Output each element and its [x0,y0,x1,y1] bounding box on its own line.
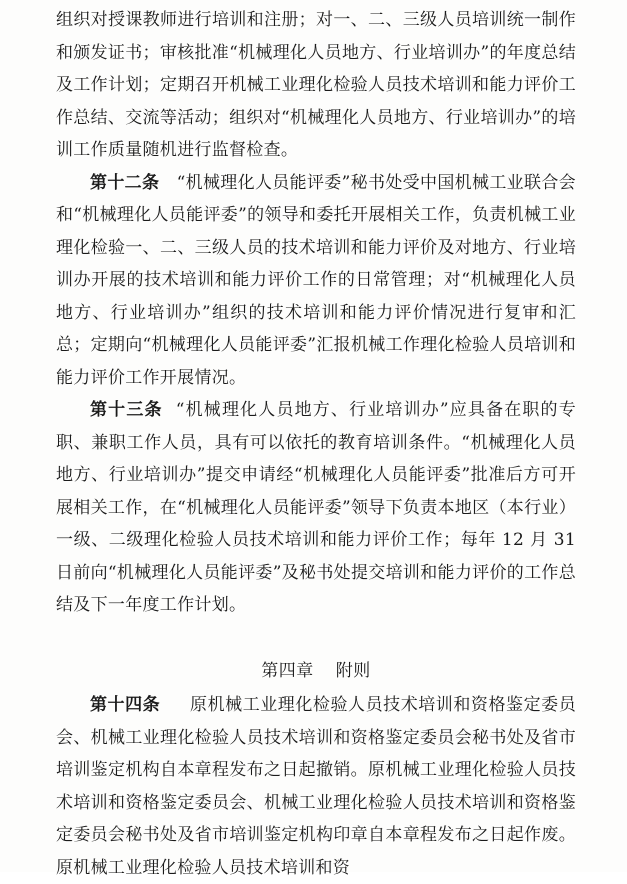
article-14-text: 原机械工业理化检验人员技术培训和资格鉴定委员会、机械工业理化检验人员技术培训和资格鉴定委员会秘书处及省市培训鉴定机构自本章程发布之日起撤销。原机械工业理化检验人员技术培训和资格鉴定委员会、机械工业理化检验人员技术培训和资格鉴定委员会秘书处及省市培训鉴定机构印章自本章程发布之日起作废。原机械工业理化检验人员技术培训和资 [56,695,576,878]
chapter-title: 附则 [335,660,371,681]
continued-paragraph: 组织对授课教师进行培训和注册；对一、二、三级人员培训统一制作和颁发证书；审核批准“机械理化人员地方、行业培训办”的年度总结及工作计划；定期召开机械工业理化检验人员技术培训和能力评价工作总结、交流等活动；组织对“机械理化人员地方、行业培训办”的培训工作质量随机进行监督检查。 [56,10,576,160]
article-12 [56,167,576,395]
chapter-heading [56,655,576,688]
article-13-number: 第十三条 [90,400,163,420]
article-13 [56,394,576,622]
article-13-text: “机械理化人员地方、行业培训办”应具备在职的专职、兼职工作人员，具有可以依托的教育培训条件。“机械理化人员地方、行业培训办”提交申请经“机械理化人员能评委”批准后方可开展相关工作，在“机械理化人员能评委”领导下负责本地区（本行业）一级、二级理化检验人员技术培训和能力评价工作；每年 12 月 31 日前向“机械理化人员能评委”及秘书处提交培训和能力评价的工作总结及下一年度工作计划。 [56,400,577,615]
article-12-text: “机械理化人员能评委”秘书处受中国机械工业联合会和“机械理化人员能评委”的领导和委托开展相关工作，负责机械工业理化检验一、二、三级人员的技术培训和能力评价及对地方、行业培训办开展的技术培训和能力评价工作的日常管理；对“机械理化人员地方、行业培训办”组织的技术培训和能力评价情况进行复审和汇总；定期向“机械理化人员能评委”汇报机械工作理化检验人员培训和能力评价工作开展情况。 [56,172,576,388]
article-14 [56,689,576,884]
document-body [56,4,576,884]
article-12-number: 第十二条 [90,172,160,193]
chapter-number: 第四章 [261,660,314,681]
article-14-number: 第十四条 [90,695,161,715]
